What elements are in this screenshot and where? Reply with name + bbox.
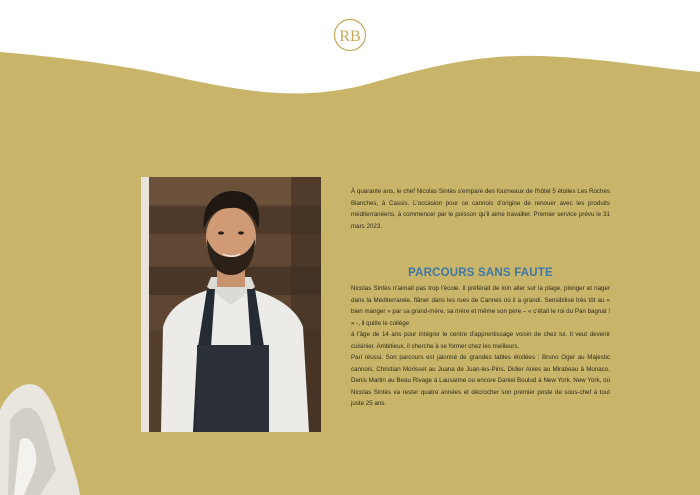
body-paragraph-2: à l'âge de 14 ans pour intégrer le centre d'apprentissage voisin de chez lui. Il veut devenir cuisinier. Ambitieux, il cherche à se former chez les meilleurs. — [351, 331, 610, 350]
intro-paragraph: À quarante ans, le chef Nicolas Sintès s'empare des fourneaux de l'hôtel 5 étoiles Les Roches Blanches, à Cassis. L'occasion pour ce cannois d'origine de renouer avec les produits méditerranéens, à commencer par le poisson qu'il aime travailler. Premier service prévu le 31 mars 2023. — [351, 188, 610, 230]
svg-text:RB: RB — [339, 28, 361, 45]
hotel-logo — [300, 18, 400, 76]
logo-name-line2: BLANCHES — [316, 68, 384, 76]
body-paragraph-3: Pari réussi. Son parcours est jalonné de grandes tables étoilées : Bruno Oger au Majestic cannois, Christian Morisset au Juana de Juan-les-Pins, Didier Anies au Mirabeau à Monaco, Denis Martin au Beau Rivage à Lausanne ou encore Daniel Boulud à New York. New York, où Nicolas Sintès va rester quatre années et décrocher son premier poste de sous-chef à tout juste 25 ans. — [351, 354, 610, 407]
logo-name-line1: LES ROCHES — [312, 56, 388, 68]
chef-portrait-photo — [141, 177, 321, 432]
body-paragraph-1: Nicolas Sintès n'aimait pas trop l'école. Il préférait de loin aller sur la plage, plonger et nager dans la Méditerranée, flâner dans les rues de Cannes où il a grandi. Sensibilisé très tôt au « bien manger » par sa grand-mère, sa mère et même son père – « c'était le roi du Pan bagnat ! » -, il quitte le collège — [351, 285, 610, 327]
monogram-icon — [333, 18, 367, 52]
article-body — [351, 283, 610, 410]
section-heading: PARCOURS SANS FAUTE — [408, 267, 553, 279]
white-rock-decoration — [0, 380, 90, 495]
